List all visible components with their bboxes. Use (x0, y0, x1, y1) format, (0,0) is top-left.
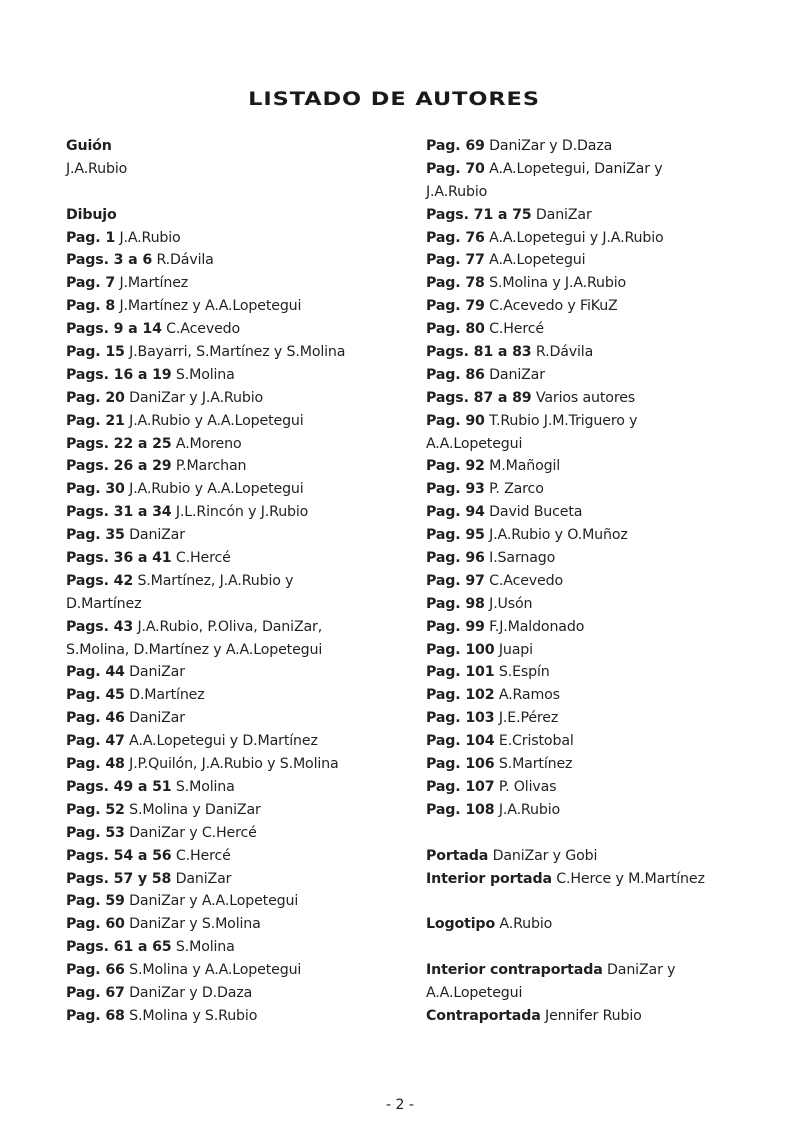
credit-entry (426, 547, 746, 570)
credit-label: Interior portada (426, 870, 552, 887)
credit-value: DaniZar y Gobi (492, 847, 598, 864)
credit-label: Portada (426, 847, 489, 864)
author-names: D.Martínez (129, 687, 205, 704)
page-label: Pag. 107 (426, 778, 495, 795)
author-names: DaniZar (489, 366, 545, 383)
credit-label: Interior contraportada (426, 962, 603, 979)
author-names: T.Rubio J.M.Triguero y (489, 412, 638, 429)
author-names: S.Espín (498, 664, 550, 681)
author-names: DaniZar y C.Hercé (129, 824, 257, 841)
page-label: Pag. 60 (66, 916, 125, 933)
credit-entry (66, 364, 406, 387)
page-label: Pag. 93 (426, 481, 485, 498)
author-names: S.Martínez (498, 756, 573, 773)
page-label: Pags. 16 a 19 (66, 366, 172, 383)
credit-entry (426, 776, 746, 799)
author-names: A.A.Lopetegui (489, 252, 586, 269)
page-label: Pag. 92 (426, 458, 485, 475)
author-names: S.Molina (175, 778, 235, 795)
page-label: Pag. 66 (66, 962, 125, 979)
credit-entry (66, 295, 406, 318)
credit-label: Contraportada (426, 1007, 541, 1024)
page-label: Pag. 15 (66, 344, 125, 361)
page-label: Pags. 87 a 89 (426, 389, 532, 406)
author-names: S.Molina y S.Rubio (129, 1007, 258, 1024)
credit-entry (426, 593, 746, 616)
author-names: DaniZar y A.A.Lopetegui (129, 893, 299, 910)
page-label: Pag. 101 (426, 664, 495, 681)
credit-entry (66, 776, 406, 799)
credit-entry (426, 730, 746, 753)
author-names: E.Cristobal (498, 733, 574, 750)
credit-entry (66, 433, 406, 456)
credit-entry (426, 341, 746, 364)
credit-entry (426, 570, 746, 593)
page-label: Pag. 70 (426, 160, 485, 177)
author-names: J.A.Rubio y A.A.Lopetegui (129, 481, 304, 498)
credit-entry (66, 822, 406, 845)
credit-entry (66, 570, 406, 593)
page-label: Pag. 76 (426, 229, 485, 246)
page-label: Pag. 79 (426, 298, 485, 315)
author-names: J.A.Rubio y O.Muñoz (489, 527, 628, 544)
credit-contraportada (426, 1005, 746, 1028)
credit-entry (66, 890, 406, 913)
credit-entry (66, 455, 406, 478)
right-column (426, 135, 746, 1028)
left-column (66, 135, 406, 1028)
credit-entry (426, 249, 746, 272)
author-names: A.A.Lopetegui y D.Martínez (129, 733, 318, 750)
credit-value: C.Herce y M.Martínez (556, 870, 705, 887)
credit-entry (66, 982, 406, 1005)
page-label: Pags. 61 a 65 (66, 939, 172, 956)
page-label: Pag. 106 (426, 756, 495, 773)
credit-continuation: J.A.Rubio (426, 183, 488, 200)
author-names: A.Ramos (498, 687, 560, 704)
page-label: Pags. 22 a 25 (66, 435, 172, 452)
author-names: DaniZar (129, 527, 185, 544)
credit-entry (426, 410, 746, 433)
page-label: Pag. 95 (426, 527, 485, 544)
author-names: J.Bayarri, S.Martínez y S.Molina (129, 344, 346, 361)
author-names: S.Molina (175, 366, 235, 383)
credit-entry (426, 616, 746, 639)
author-names: M.Mañogil (489, 458, 561, 475)
credit-entry (426, 753, 746, 776)
spacer (426, 936, 746, 959)
author-names: Juapi (498, 641, 533, 658)
credit-entry (426, 227, 746, 250)
guion-heading: Guión (66, 138, 112, 154)
page-label: Pag. 108 (426, 801, 495, 818)
author-names: DaniZar y D.Daza (489, 138, 613, 154)
credit-entry (426, 295, 746, 318)
page-label: Pags. 42 (66, 572, 134, 589)
credit-entry (66, 547, 406, 570)
credit-entry (66, 730, 406, 753)
page-label: Pags. 43 (66, 618, 134, 635)
page-label: Pag. 30 (66, 481, 125, 498)
credit-entry (426, 501, 746, 524)
author-names: J.A.Rubio y A.A.Lopetegui (129, 412, 304, 429)
credit-entry (66, 799, 406, 822)
page-label: Pag. 90 (426, 412, 485, 429)
credit-entry (66, 318, 406, 341)
credit-value: Jennifer Rubio (545, 1007, 642, 1024)
page-label: Pags. 57 y 58 (66, 870, 172, 887)
page-label: Pag. 86 (426, 366, 485, 383)
page-label: Pag. 8 (66, 298, 116, 315)
page-label: Pag. 47 (66, 733, 125, 750)
credit-entry (426, 799, 746, 822)
author-names: C.Acevedo (489, 572, 564, 589)
credit-entry (426, 318, 746, 341)
page-label: Pags. 54 a 56 (66, 847, 172, 864)
credit-interior-portada (426, 868, 746, 891)
credit-entry (66, 959, 406, 982)
author-names: C.Hercé (175, 550, 231, 567)
credit-entry (66, 272, 406, 295)
author-names: J.Usón (489, 595, 533, 612)
page-label: Pags. 31 a 34 (66, 504, 172, 521)
author-names: A.A.Lopetegui, DaniZar y (489, 160, 663, 177)
author-names: J.A.Rubio (498, 801, 561, 818)
author-names: P. Olivas (498, 778, 557, 795)
author-names: DaniZar y J.A.Rubio (129, 389, 264, 406)
page-label: Pag. 67 (66, 984, 125, 1001)
credit-entry (66, 913, 406, 936)
spacer (66, 181, 406, 204)
credit-entry (66, 753, 406, 776)
author-names: David Buceta (489, 504, 583, 521)
page-number: - 2 - (386, 1097, 414, 1113)
author-names: S.Molina y A.A.Lopetegui (129, 962, 302, 979)
page-label: Pag. 48 (66, 756, 125, 773)
credit-continuation: S.Molina, D.Martínez y A.A.Lopetegui (66, 641, 323, 658)
page-label: Pag. 53 (66, 824, 125, 841)
page-label: Pag. 44 (66, 664, 125, 681)
author-names: C.Acevedo (166, 321, 241, 338)
author-names: DaniZar y S.Molina (129, 916, 261, 933)
page-label: Pags. 71 a 75 (426, 206, 532, 223)
author-names: DaniZar y D.Daza (129, 984, 253, 1001)
author-names: C.Acevedo y FiKuZ (489, 298, 618, 315)
author-names: DaniZar (535, 206, 592, 223)
credit-entry (426, 158, 746, 181)
credit-value: A.Rubio (499, 916, 553, 933)
credit-entry (426, 364, 746, 387)
author-names: S.Molina y DaniZar (129, 801, 261, 818)
credit-entry (426, 455, 746, 478)
credit-portada (426, 845, 746, 868)
page-label: Pag. 35 (66, 527, 125, 544)
credit-entry (66, 616, 406, 639)
author-names: J.A.Rubio, P.Oliva, DaniZar, (137, 618, 323, 635)
credit-entry (66, 227, 406, 250)
credit-logotipo (426, 913, 746, 936)
credit-entry (66, 845, 406, 868)
author-names: J.Martínez (119, 275, 189, 292)
credit-entry (66, 478, 406, 501)
author-names: DaniZar (175, 870, 232, 887)
credit-entry (66, 524, 406, 547)
page-label: Pag. 7 (66, 275, 116, 292)
author-names: C.Hercé (489, 321, 544, 338)
credit-entry (426, 661, 746, 684)
page-label: Pags. 36 a 41 (66, 550, 172, 567)
credit-entry (66, 410, 406, 433)
page-label: Pags. 9 a 14 (66, 321, 162, 338)
author-names: I.Sarnago (489, 550, 556, 567)
page-label: Pag. 97 (426, 572, 485, 589)
page-label: Pag. 98 (426, 595, 485, 612)
author-names: DaniZar (129, 710, 185, 727)
credit-entry (426, 204, 746, 227)
author-names: J.E.Pérez (498, 710, 559, 727)
spacer (426, 822, 746, 845)
author-names: J.Martínez y A.A.Lopetegui (119, 298, 302, 315)
credit-entry (426, 135, 746, 158)
page-label: Pag. 96 (426, 550, 485, 567)
page-label: Pag. 69 (426, 138, 485, 154)
author-names: S.Martínez, J.A.Rubio y (137, 572, 294, 589)
page-label: Pag. 103 (426, 710, 495, 727)
page-label: Pag. 20 (66, 389, 125, 406)
page-label: Pag. 99 (426, 618, 485, 635)
spacer (426, 890, 746, 913)
credit-continuation: A.A.Lopetegui (426, 435, 523, 452)
credit-continuation: D.Martínez (66, 595, 142, 612)
credit-entry (426, 478, 746, 501)
page-label: Pag. 52 (66, 801, 125, 818)
credit-continuation: A.A.Lopetegui (426, 984, 523, 1001)
page-label: Pag. 102 (426, 687, 495, 704)
author-names: J.P.Quilón, J.A.Rubio y S.Molina (129, 756, 339, 773)
credit-entry (66, 341, 406, 364)
page-label: Pag. 80 (426, 321, 485, 338)
page-label: Pag. 21 (66, 412, 125, 429)
credit-entry (66, 868, 406, 891)
author-names: A.A.Lopetegui y J.A.Rubio (489, 229, 664, 246)
guion-value: J.A.Rubio (66, 160, 128, 177)
author-names: S.Molina (175, 939, 235, 956)
page-label: Pags. 81 a 83 (426, 344, 532, 361)
dibujo-heading: Dibujo (66, 206, 117, 223)
credit-entry (66, 501, 406, 524)
credit-entry (426, 639, 746, 662)
author-names: A.Moreno (175, 435, 242, 452)
credit-entry (426, 524, 746, 547)
page-label: Pag. 77 (426, 252, 485, 269)
credit-entry (66, 707, 406, 730)
page-label: Pags. 49 a 51 (66, 778, 172, 795)
credit-entry (66, 249, 406, 272)
page-label: Pag. 1 (66, 229, 116, 246)
credit-entry (426, 707, 746, 730)
credit-interior-contraportada (426, 959, 746, 982)
page-title: LISTADO DE AUTORES (248, 88, 540, 110)
credit-entry (66, 684, 406, 707)
page-label: Pag. 94 (426, 504, 485, 521)
credit-entry (426, 272, 746, 295)
credit-entry (66, 936, 406, 959)
author-names: R.Dávila (156, 252, 214, 269)
author-names: S.Molina y J.A.Rubio (489, 275, 627, 292)
page-label: Pag. 59 (66, 893, 125, 910)
credit-entry (66, 387, 406, 410)
page-label: Pag. 104 (426, 733, 495, 750)
page-label: Pag. 78 (426, 275, 485, 292)
author-names: F.J.Maldonado (489, 618, 585, 635)
author-names: P.Marchan (175, 458, 247, 475)
author-names: DaniZar (129, 664, 185, 681)
credit-entry (426, 684, 746, 707)
dibujo-entries (66, 227, 406, 1028)
page-label: Pag. 100 (426, 641, 495, 658)
page-label: Pags. 26 a 29 (66, 458, 172, 475)
page-label: Pag. 68 (66, 1007, 125, 1024)
credit-label: Logotipo (426, 916, 496, 933)
credit-value: DaniZar y (607, 962, 676, 979)
page-label: Pag. 46 (66, 710, 125, 727)
page-label: Pags. 3 a 6 (66, 252, 153, 269)
author-names: J.L.Rincón y J.Rubio (175, 504, 309, 521)
author-names: J.A.Rubio (119, 229, 181, 246)
page-label: Pag. 45 (66, 687, 125, 704)
author-names: C.Hercé (175, 847, 231, 864)
credit-entry (66, 661, 406, 684)
author-names: Varios autores (535, 389, 636, 406)
credit-entry (426, 387, 746, 410)
author-names: R.Dávila (535, 344, 594, 361)
author-names: P. Zarco (489, 481, 544, 498)
right-entries (426, 135, 746, 822)
credit-entry (66, 1005, 406, 1028)
